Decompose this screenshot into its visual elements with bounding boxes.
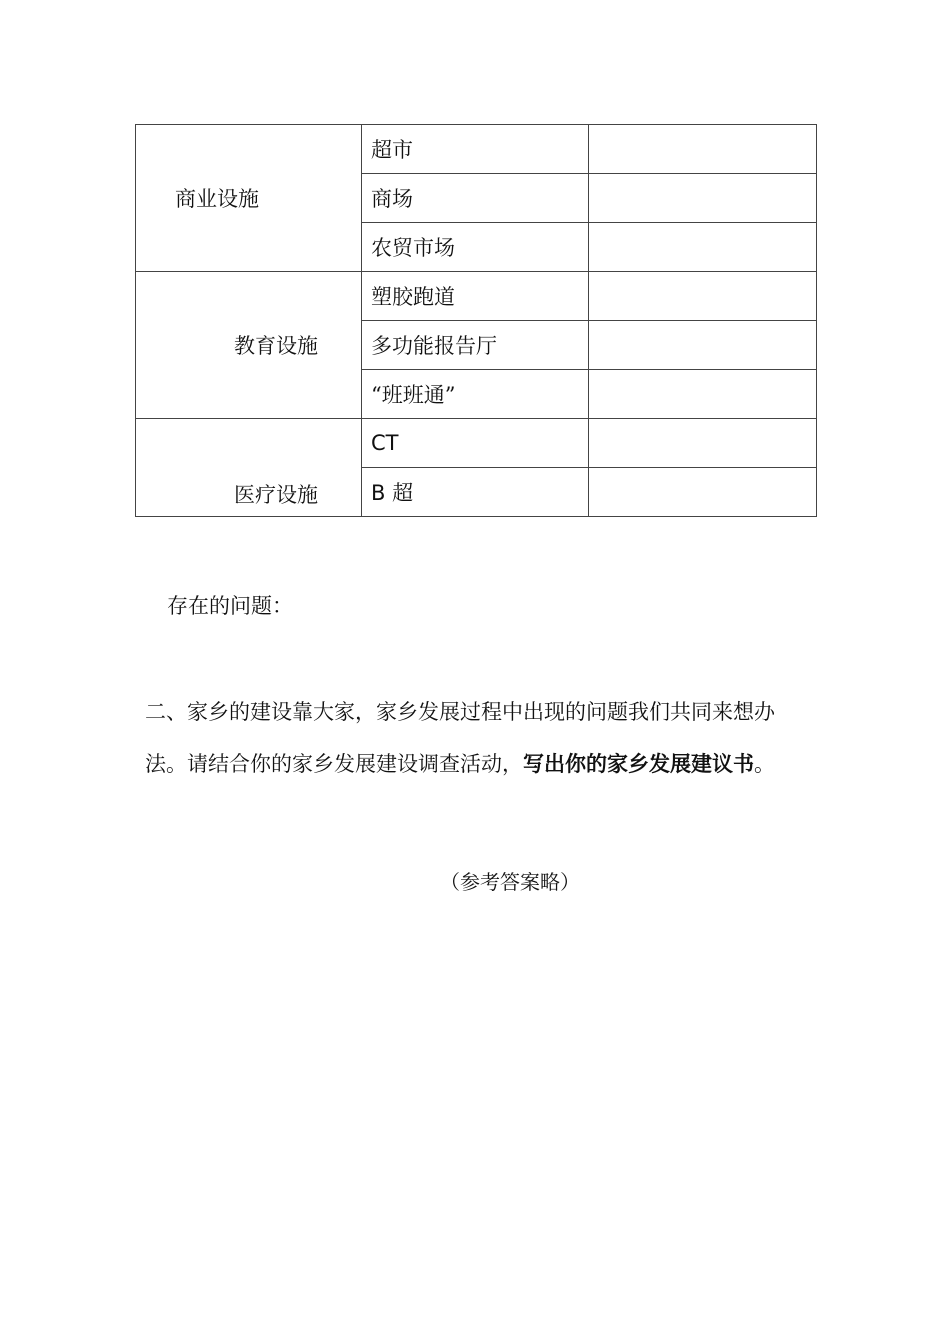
category-cell — [136, 125, 362, 272]
facility-value-cell[interactable] — [589, 321, 817, 370]
facility-value-cell[interactable] — [589, 174, 817, 223]
table-row — [136, 419, 817, 468]
facility-name-cell: CT — [362, 419, 589, 468]
category-cell — [136, 272, 362, 419]
facility-value-cell[interactable] — [589, 419, 817, 468]
category-label: 商业设施 — [175, 187, 259, 211]
facility-name-cell: 塑胶跑道 — [362, 272, 589, 321]
facility-value-cell[interactable] — [589, 223, 817, 272]
answer-note: （参考答案略） — [440, 870, 580, 894]
facility-name-cell: 多功能报告厅 — [362, 321, 589, 370]
question-text: 二、家乡的建设靠大家，家乡发展过程中出现的问题我们共同来想办法。请结合你的家乡发展建设调查活动， — [145, 700, 775, 776]
category-cell — [136, 419, 362, 517]
question-end: 。 — [754, 752, 775, 776]
question-paragraph — [145, 686, 815, 790]
category-label: 教育设施 — [234, 334, 318, 358]
facility-value-cell[interactable] — [589, 468, 817, 517]
problems-label: 存在的问题： — [167, 594, 293, 618]
facility-value-cell[interactable] — [589, 370, 817, 419]
facility-name-cell: 商场 — [362, 174, 589, 223]
facility-name-cell: 超市 — [362, 125, 589, 174]
facility-value-cell[interactable] — [589, 125, 817, 174]
facilities-table — [135, 124, 817, 517]
facility-name-cell: B 超 — [362, 468, 589, 517]
facility-name-cell: “班班通” — [362, 370, 589, 419]
category-label: 医疗设施 — [234, 482, 318, 507]
facility-value-cell[interactable] — [589, 272, 817, 321]
table-row — [136, 272, 817, 321]
facility-name-cell: 农贸市场 — [362, 223, 589, 272]
question-bold-text: 写出你的家乡发展建议书 — [523, 752, 754, 776]
table-row — [136, 125, 817, 174]
